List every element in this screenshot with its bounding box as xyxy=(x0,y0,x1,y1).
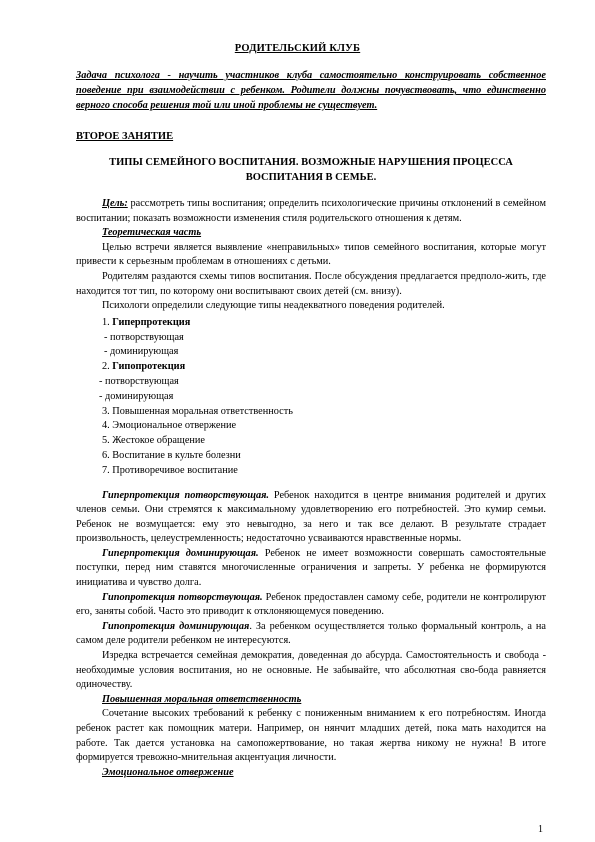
goal-text: рассмотреть типы воспитания; определить психологические причины отклонений в семейном воспитании; показать возможности изменения стиля родительского отношения к детям. xyxy=(76,198,546,224)
list-item: 5. Жестокое обращение xyxy=(102,435,206,447)
term-label: Гипопротекция потворствующая. xyxy=(102,591,263,603)
list-item: 3. Повышенная моральная ответственность xyxy=(102,405,293,417)
intro-paragraph xyxy=(76,68,546,113)
paragraph-hypo-indulgent xyxy=(76,591,546,620)
intro-text: Задача психолога - научить участников клуба самостоятельно конструировать собственное поведение при взаимодействии с ребенком. Родители должны почувствовать, что единственно верного способа решения той или иной проблемы не существует. xyxy=(76,70,546,111)
paragraph-text: Ребенок не имеет возможности совершать самостоятельные поступки, перед ним ставятся многочисленные ограничения и запреты. У ребенка не формируются инициатива и чувство долга. xyxy=(76,547,546,589)
paragraph-text: Ребенок предоставлен самому себе, родители не контролируют его, заняты собой. Часто это приводит к отклоняющемуся поведению. xyxy=(76,591,547,618)
term-label: Гиперпротекция потворствующая. xyxy=(102,489,270,501)
theory-label: Теоретическая часть xyxy=(102,227,202,239)
paragraph-text: Ребенок находится в центре внимания родителей и других членов семьи. Они стремятся к максимальному удовлетворению его потребностей. Это кумир семьи. Ребенок не возмущается: ему это невыгодно, за него и так все делают. В результате страдает произвольность, целеустремленность; недостаточно усваиваются нравственные нормы. xyxy=(76,489,546,545)
page-title: РОДИТЕЛЬСКИЙ КЛУБ xyxy=(234,43,361,54)
list-item: - доминирующая xyxy=(99,390,174,402)
list-item-label: Гиперпротекция xyxy=(112,316,191,328)
document-body xyxy=(76,197,546,780)
paragraph-moral-responsibility: Сочетание высоких требований к ребенку с пониженным вниманием к его потребностям. Иногда ребенок растет как помощник матери. Например, он нянчит младших детей, пока мать находится на работе. Так дается установка на самопожертвование, но такая жертва никому не нужна! В итоге формируется тревожно-мнительная акцентуация личности. xyxy=(76,708,546,764)
paragraph-schemes: Родителям раздаются схемы типов воспитания. После обсуждения предлагается предполо-жить, где находится тот тип, по которому они воспитывают своих детей (см. внизу). xyxy=(76,270,546,297)
paragraph-hypo-dominant xyxy=(76,620,546,649)
list-item: 4. Эмоциональное отвержение xyxy=(102,420,237,432)
list-item xyxy=(76,316,546,331)
theory-heading xyxy=(76,226,546,241)
list-item: - доминирующая xyxy=(104,346,179,358)
paragraph-hyper-indulgent xyxy=(76,489,546,547)
term-label: Эмоциональное отвержение xyxy=(102,766,234,778)
emotional-rejection-heading xyxy=(76,766,546,781)
paragraph-hyper-dominant xyxy=(76,547,546,591)
term-label: Повышенная моральная ответственность xyxy=(102,693,302,705)
paragraph-text: . За ребенком осуществляется только формальный контроль, а на самом деле родители ребенком не интересуются. xyxy=(76,620,546,647)
list-item-label: Гипопротекция xyxy=(112,361,186,373)
term-label: Гипопротекция доминирующая xyxy=(102,620,250,632)
paragraph-aim: Целью встречи является выявление «неправильных» типов семейного воспитания, которые могут привести к серьезным проблемам в отношениях с детьми. xyxy=(76,241,546,268)
list-number: 1. xyxy=(102,316,113,328)
spacer xyxy=(76,479,546,489)
goal-paragraph xyxy=(76,197,546,226)
types-list xyxy=(76,316,546,479)
list-number: 2. xyxy=(102,361,113,373)
list-item: 6. Воспитание в культе болезни xyxy=(102,449,241,461)
term-label: Гиперпротекция доминирующая. xyxy=(102,547,259,559)
section-heading: ТИПЫ СЕМЕЙНОГО ВОСПИТАНИЯ. ВОЗМОЖНЫЕ НАРУШЕНИЯ ПРОЦЕССА ВОСПИТАНИЯ В СЕМЬЕ. xyxy=(109,157,513,183)
list-item: - потворствующая xyxy=(99,375,179,387)
moral-responsibility-heading xyxy=(76,693,546,708)
paragraph-types-intro: Психологи определили следующие типы неадекватного поведения родителей. xyxy=(102,300,445,312)
list-item: 7. Противоречивое воспитание xyxy=(102,464,238,476)
paragraph-democracy: Изредка встречается семейная демократия, доведенная до абсурда. Самостоятельность и свобода - необходимые условия воспитания, но не основные. Не забывайте, что абсолютная сво-бода равняется одиночеству. xyxy=(76,650,546,691)
lesson-label: ВТОРОЕ ЗАНЯТИЕ xyxy=(76,131,174,142)
list-item xyxy=(76,360,546,375)
page-number: 1 xyxy=(538,824,543,835)
goal-label: Цель: xyxy=(102,198,128,209)
list-item: - потворствующая xyxy=(104,331,184,343)
